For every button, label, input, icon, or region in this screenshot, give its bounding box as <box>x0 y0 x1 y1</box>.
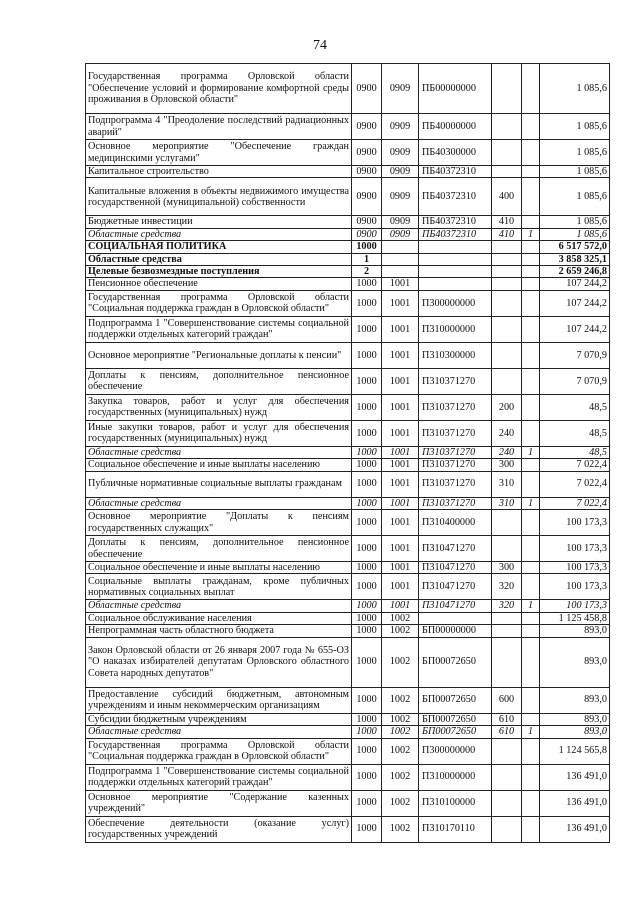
cell-subsection: 1001 <box>382 394 419 420</box>
cell-name: Областные средства <box>86 600 352 612</box>
cell-subsection: 1001 <box>382 471 419 497</box>
table-row <box>86 166 610 178</box>
cell-expense-type <box>492 266 522 278</box>
cell-subsection: 1002 <box>382 764 419 790</box>
table-row <box>86 574 610 600</box>
table-row <box>86 420 610 446</box>
cell-expense-type: 240 <box>492 420 522 446</box>
cell-target-article: П310471270 <box>419 600 492 612</box>
cell-name: Иные закупки товаров, работ и услуг для обеспечения государственных (муниципальных) нужд <box>86 420 352 446</box>
cell-subsection: 1002 <box>382 612 419 624</box>
cell-source <box>522 625 540 637</box>
cell-amount: 1 085,6 <box>540 140 610 166</box>
table-row <box>86 497 610 509</box>
cell-source: 1 <box>522 726 540 738</box>
cell-target-article: П310371270 <box>419 394 492 420</box>
cell-name: Пенсионное обеспечение <box>86 278 352 290</box>
cell-subsection: 1001 <box>382 497 419 509</box>
cell-subsection <box>382 241 419 253</box>
table-row <box>86 316 610 342</box>
table-row <box>86 625 610 637</box>
cell-section: 0900 <box>352 216 382 228</box>
table-row <box>86 562 610 574</box>
table-row <box>86 713 610 725</box>
cell-section: 1000 <box>352 713 382 725</box>
cell-target-article: П300000000 <box>419 290 492 316</box>
table-row <box>86 394 610 420</box>
cell-name: Государственная программа Орловской области "Социальная поддержка граждан в Орловской области" <box>86 738 352 764</box>
cell-name: Закон Орловской области от 26 января 2007 года № 655-ОЗ "О наказах избирателей депутатам Орловского областного Совета народных депутатов" <box>86 637 352 687</box>
cell-section: 0900 <box>352 166 382 178</box>
cell-subsection: 1001 <box>382 342 419 368</box>
cell-target-article: ПБ40372310 <box>419 166 492 178</box>
cell-subsection: 1001 <box>382 446 419 458</box>
cell-target-article: П310000000 <box>419 316 492 342</box>
cell-expense-type: 410 <box>492 228 522 240</box>
cell-source <box>522 738 540 764</box>
cell-expense-type <box>492 316 522 342</box>
table-body <box>86 64 610 843</box>
cell-section: 1000 <box>352 637 382 687</box>
cell-expense-type <box>492 114 522 140</box>
table-row <box>86 637 610 687</box>
budget-table <box>85 63 610 843</box>
cell-expense-type: 320 <box>492 574 522 600</box>
cell-name: Бюджетные инвестиции <box>86 216 352 228</box>
cell-section: 1000 <box>352 612 382 624</box>
cell-target-article: БП00072650 <box>419 637 492 687</box>
cell-source <box>522 612 540 624</box>
cell-section: 1000 <box>352 278 382 290</box>
cell-amount: 893,0 <box>540 637 610 687</box>
table-row <box>86 114 610 140</box>
cell-name: Субсидии бюджетным учреждениям <box>86 713 352 725</box>
table-row <box>86 726 610 738</box>
cell-target-article: П300000000 <box>419 738 492 764</box>
cell-subsection: 1001 <box>382 368 419 394</box>
cell-expense-type <box>492 816 522 842</box>
cell-source <box>522 394 540 420</box>
cell-amount: 3 858 325,1 <box>540 253 610 265</box>
cell-name: Областные средства <box>86 253 352 265</box>
cell-amount: 7 022,4 <box>540 459 610 471</box>
table-row <box>86 459 610 471</box>
cell-amount: 100 173,3 <box>540 574 610 600</box>
cell-expense-type <box>492 738 522 764</box>
cell-subsection: 0909 <box>382 228 419 240</box>
cell-amount: 7 070,9 <box>540 368 610 394</box>
table-row <box>86 446 610 458</box>
cell-name: Основное мероприятие "Содержание казенных учреждений" <box>86 790 352 816</box>
cell-target-article: П310371270 <box>419 471 492 497</box>
cell-target-article: П310371270 <box>419 446 492 458</box>
cell-source <box>522 816 540 842</box>
cell-target-article: БП00072650 <box>419 726 492 738</box>
table-row <box>86 228 610 240</box>
cell-subsection: 1001 <box>382 316 419 342</box>
cell-subsection: 1002 <box>382 713 419 725</box>
cell-subsection: 1001 <box>382 574 419 600</box>
cell-name: Доплаты к пенсиям, дополнительное пенсионное обеспечение <box>86 368 352 394</box>
page-number: 74 <box>313 38 327 53</box>
table-row <box>86 368 610 394</box>
cell-section: 1000 <box>352 600 382 612</box>
cell-source <box>522 562 540 574</box>
cell-name: Закупка товаров, работ и услуг для обеспечения государственных (муниципальных) нужд <box>86 394 352 420</box>
cell-target-article: П310000000 <box>419 764 492 790</box>
cell-subsection: 1002 <box>382 625 419 637</box>
cell-amount: 107 244,2 <box>540 316 610 342</box>
cell-section: 1000 <box>352 446 382 458</box>
cell-target-article: П310400000 <box>419 510 492 536</box>
cell-name: Публичные нормативные социальные выплаты гражданам <box>86 471 352 497</box>
cell-subsection: 1002 <box>382 790 419 816</box>
cell-source: 1 <box>522 228 540 240</box>
cell-section: 1000 <box>352 574 382 600</box>
cell-source <box>522 471 540 497</box>
cell-amount: 100 173,3 <box>540 510 610 536</box>
cell-target-article: П310471270 <box>419 562 492 574</box>
cell-target-article: П310170110 <box>419 816 492 842</box>
table-row <box>86 687 610 713</box>
cell-expense-type <box>492 368 522 394</box>
cell-source: 1 <box>522 446 540 458</box>
cell-section: 1000 <box>352 497 382 509</box>
cell-amount: 1 085,6 <box>540 216 610 228</box>
cell-amount: 1 085,6 <box>540 114 610 140</box>
cell-target-article: П310371270 <box>419 459 492 471</box>
cell-source <box>522 140 540 166</box>
cell-section: 1000 <box>352 241 382 253</box>
cell-section: 1000 <box>352 420 382 446</box>
cell-expense-type: 610 <box>492 726 522 738</box>
cell-amount: 7 070,9 <box>540 342 610 368</box>
cell-amount: 1 085,6 <box>540 178 610 216</box>
cell-subsection <box>382 253 419 265</box>
cell-subsection: 0909 <box>382 114 419 140</box>
cell-section: 1000 <box>352 471 382 497</box>
cell-section: 0900 <box>352 64 382 114</box>
table-row <box>86 140 610 166</box>
cell-target-article: П310371270 <box>419 497 492 509</box>
cell-target-article: ПБ40372310 <box>419 216 492 228</box>
cell-subsection: 1001 <box>382 536 419 562</box>
cell-section: 1000 <box>352 394 382 420</box>
cell-amount: 893,0 <box>540 726 610 738</box>
cell-target-article: ПБ40372310 <box>419 178 492 216</box>
cell-amount: 48,5 <box>540 394 610 420</box>
table-row <box>86 342 610 368</box>
cell-name: Капитальные вложения в объекты недвижимого имущества государственной (муниципальной) собственности <box>86 178 352 216</box>
cell-amount: 107 244,2 <box>540 290 610 316</box>
cell-expense-type <box>492 241 522 253</box>
cell-source <box>522 574 540 600</box>
cell-subsection: 1001 <box>382 459 419 471</box>
cell-source <box>522 687 540 713</box>
cell-target-article <box>419 266 492 278</box>
cell-section: 1000 <box>352 459 382 471</box>
cell-section: 1000 <box>352 290 382 316</box>
cell-name: Целевые безвозмездные поступления <box>86 266 352 278</box>
cell-section: 1000 <box>352 764 382 790</box>
cell-name: СОЦИАЛЬНАЯ ПОЛИТИКА <box>86 241 352 253</box>
cell-section: 0900 <box>352 228 382 240</box>
cell-section: 1000 <box>352 738 382 764</box>
cell-section: 1000 <box>352 342 382 368</box>
cell-amount: 100 173,3 <box>540 600 610 612</box>
cell-name: Доплаты к пенсиям, дополнительное пенсионное обеспечение <box>86 536 352 562</box>
cell-subsection: 0909 <box>382 216 419 228</box>
cell-source <box>522 316 540 342</box>
cell-subsection: 1001 <box>382 420 419 446</box>
cell-expense-type: 240 <box>492 446 522 458</box>
cell-subsection: 1002 <box>382 687 419 713</box>
cell-subsection: 0909 <box>382 64 419 114</box>
cell-section: 1000 <box>352 726 382 738</box>
cell-amount: 893,0 <box>540 625 610 637</box>
cell-target-article: П310100000 <box>419 790 492 816</box>
cell-section: 2 <box>352 266 382 278</box>
cell-amount: 100 173,3 <box>540 562 610 574</box>
cell-expense-type <box>492 290 522 316</box>
cell-source <box>522 536 540 562</box>
table-row <box>86 290 610 316</box>
table-row <box>86 241 610 253</box>
cell-name: Социальное обеспечение и иные выплаты населению <box>86 459 352 471</box>
cell-subsection: 1001 <box>382 600 419 612</box>
cell-expense-type: 610 <box>492 713 522 725</box>
cell-source <box>522 64 540 114</box>
cell-target-article: П310371270 <box>419 420 492 446</box>
cell-expense-type <box>492 140 522 166</box>
cell-amount: 48,5 <box>540 420 610 446</box>
cell-amount: 1 124 565,8 <box>540 738 610 764</box>
cell-target-article: ПБ40300000 <box>419 140 492 166</box>
cell-source <box>522 241 540 253</box>
table-row <box>86 178 610 216</box>
cell-target-article: ПБ40000000 <box>419 114 492 140</box>
cell-expense-type: 400 <box>492 178 522 216</box>
cell-expense-type <box>492 166 522 178</box>
cell-source <box>522 166 540 178</box>
cell-name: Обеспечение деятельности (оказание услуг) государственных учреждений <box>86 816 352 842</box>
cell-target-article: ПБ00000000 <box>419 64 492 114</box>
cell-source <box>522 420 540 446</box>
cell-name: Социальное обслуживание населения <box>86 612 352 624</box>
cell-subsection: 1001 <box>382 290 419 316</box>
cell-section: 1000 <box>352 510 382 536</box>
cell-name: Областные средства <box>86 726 352 738</box>
cell-target-article <box>419 253 492 265</box>
cell-amount: 893,0 <box>540 687 610 713</box>
cell-amount: 136 491,0 <box>540 816 610 842</box>
cell-expense-type <box>492 625 522 637</box>
cell-name: Капитальное строительство <box>86 166 352 178</box>
cell-source <box>522 510 540 536</box>
table-row <box>86 471 610 497</box>
cell-expense-type: 320 <box>492 600 522 612</box>
cell-section: 0900 <box>352 140 382 166</box>
cell-source <box>522 637 540 687</box>
cell-expense-type <box>492 764 522 790</box>
cell-subsection: 0909 <box>382 166 419 178</box>
cell-expense-type: 310 <box>492 497 522 509</box>
cell-source: 1 <box>522 497 540 509</box>
cell-target-article <box>419 278 492 290</box>
cell-amount: 100 173,3 <box>540 536 610 562</box>
cell-expense-type: 200 <box>492 394 522 420</box>
cell-expense-type: 300 <box>492 562 522 574</box>
cell-name: Подпрограмма 1 "Совершенствование системы социальной поддержки отдельных категорий граждан" <box>86 764 352 790</box>
cell-source <box>522 790 540 816</box>
cell-target-article: П310300000 <box>419 342 492 368</box>
table-row <box>86 64 610 114</box>
cell-expense-type <box>492 612 522 624</box>
cell-name: Основное мероприятие "Региональные доплаты к пенсии" <box>86 342 352 368</box>
cell-name: Государственная программа Орловской области "Обеспечение условий и формирование комфортной среды проживания в Орловской области" <box>86 64 352 114</box>
cell-source <box>522 178 540 216</box>
cell-target-article: БП00000000 <box>419 625 492 637</box>
cell-amount: 893,0 <box>540 713 610 725</box>
cell-name: Социальное обеспечение и иные выплаты населению <box>86 562 352 574</box>
cell-amount: 2 659 246,8 <box>540 266 610 278</box>
cell-name: Областные средства <box>86 497 352 509</box>
cell-section: 1000 <box>352 536 382 562</box>
cell-subsection: 1001 <box>382 510 419 536</box>
cell-expense-type: 300 <box>492 459 522 471</box>
table-row <box>86 790 610 816</box>
cell-amount: 136 491,0 <box>540 790 610 816</box>
table-row <box>86 266 610 278</box>
cell-section: 1000 <box>352 625 382 637</box>
cell-name: Областные средства <box>86 228 352 240</box>
cell-source <box>522 713 540 725</box>
cell-expense-type <box>492 253 522 265</box>
cell-subsection: 1002 <box>382 637 419 687</box>
table-row <box>86 612 610 624</box>
cell-expense-type: 410 <box>492 216 522 228</box>
cell-source <box>522 459 540 471</box>
table-row <box>86 816 610 842</box>
cell-name: Государственная программа Орловской области "Социальная поддержка граждан в Орловской области" <box>86 290 352 316</box>
table-row <box>86 600 610 612</box>
table-row <box>86 536 610 562</box>
table-row <box>86 253 610 265</box>
cell-expense-type <box>492 64 522 114</box>
cell-name: Основное мероприятие "Доплаты к пенсиям государственных служащих" <box>86 510 352 536</box>
cell-subsection: 1002 <box>382 738 419 764</box>
cell-target-article: БП00072650 <box>419 687 492 713</box>
table-row <box>86 278 610 290</box>
cell-expense-type <box>492 790 522 816</box>
cell-name: Областные средства <box>86 446 352 458</box>
cell-name: Подпрограмма 1 "Совершенствование системы социальной поддержки отдельных категорий граждан" <box>86 316 352 342</box>
cell-source <box>522 253 540 265</box>
table-row <box>86 216 610 228</box>
cell-amount: 1 085,6 <box>540 64 610 114</box>
cell-target-article: П310471270 <box>419 536 492 562</box>
cell-subsection: 1002 <box>382 726 419 738</box>
cell-section: 1 <box>352 253 382 265</box>
cell-amount: 1 085,6 <box>540 166 610 178</box>
cell-amount: 136 491,0 <box>540 764 610 790</box>
table-row <box>86 510 610 536</box>
cell-name: Социальные выплаты гражданам, кроме публичных нормативных социальных выплат <box>86 574 352 600</box>
cell-expense-type: 600 <box>492 687 522 713</box>
cell-subsection: 1001 <box>382 278 419 290</box>
cell-source: 1 <box>522 600 540 612</box>
cell-source <box>522 290 540 316</box>
cell-amount: 7 022,4 <box>540 471 610 497</box>
cell-section: 1000 <box>352 687 382 713</box>
cell-section: 0900 <box>352 178 382 216</box>
cell-amount: 1 085,6 <box>540 228 610 240</box>
cell-expense-type <box>492 342 522 368</box>
cell-name: Предоставление субсидий бюджетным, автономным учреждениям и иным некоммерческим организациям <box>86 687 352 713</box>
cell-source <box>522 114 540 140</box>
cell-name: Подпрограмма 4 "Преодоление последствий радиационных аварий" <box>86 114 352 140</box>
cell-section: 1000 <box>352 368 382 394</box>
cell-section: 1000 <box>352 316 382 342</box>
cell-subsection: 1002 <box>382 816 419 842</box>
cell-subsection <box>382 266 419 278</box>
cell-source <box>522 368 540 394</box>
cell-source <box>522 216 540 228</box>
cell-target-article: ПБ40372310 <box>419 228 492 240</box>
cell-target-article: П310371270 <box>419 368 492 394</box>
cell-source <box>522 342 540 368</box>
cell-source <box>522 278 540 290</box>
cell-section: 1000 <box>352 816 382 842</box>
cell-expense-type <box>492 510 522 536</box>
cell-amount: 48,5 <box>540 446 610 458</box>
cell-amount: 7 022,4 <box>540 497 610 509</box>
cell-target-article <box>419 612 492 624</box>
cell-source <box>522 266 540 278</box>
cell-expense-type <box>492 637 522 687</box>
cell-amount: 1 125 458,8 <box>540 612 610 624</box>
cell-target-article: БП00072650 <box>419 713 492 725</box>
cell-expense-type <box>492 536 522 562</box>
cell-name: Основное мероприятие "Обеспечение граждан медицинскими услугами" <box>86 140 352 166</box>
cell-amount: 107 244,2 <box>540 278 610 290</box>
cell-subsection: 0909 <box>382 178 419 216</box>
cell-expense-type: 310 <box>492 471 522 497</box>
cell-name: Непрограммная часть областного бюджета <box>86 625 352 637</box>
cell-target-article <box>419 241 492 253</box>
cell-section: 1000 <box>352 790 382 816</box>
table-row <box>86 764 610 790</box>
cell-section: 1000 <box>352 562 382 574</box>
cell-source <box>522 764 540 790</box>
cell-subsection: 0909 <box>382 140 419 166</box>
cell-expense-type <box>492 278 522 290</box>
cell-section: 0900 <box>352 114 382 140</box>
table-row <box>86 738 610 764</box>
cell-target-article: П310471270 <box>419 574 492 600</box>
cell-subsection: 1001 <box>382 562 419 574</box>
cell-amount: 6 517 572,0 <box>540 241 610 253</box>
